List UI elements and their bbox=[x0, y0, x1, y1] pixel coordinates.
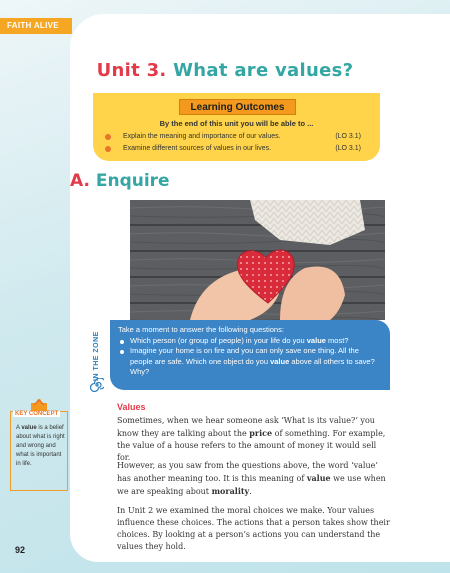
values-paragraph-3: In Unit 2 we examined the moral choices we make. Your values influence these choices. The actions that a person takes show their choices. By looking at a person’s actions you can understand the values they hold. bbox=[117, 506, 390, 551]
values-heading: Values bbox=[117, 402, 146, 412]
learning-outcomes-box bbox=[93, 93, 380, 161]
hands-heart-illustration bbox=[130, 200, 385, 320]
series-tab: FAITH ALIVE bbox=[0, 18, 72, 34]
in-the-zone-question: Which person (or group of people) in your life do you value most? bbox=[118, 336, 382, 347]
key-concept-title: KEY CONCEPT bbox=[15, 411, 59, 417]
learning-outcome-text: Examine different sources of values in our lives. bbox=[123, 145, 272, 152]
key-concept-body: A value is a belief about what is right and wrong and what is important in life. bbox=[16, 425, 65, 467]
unit-title bbox=[0, 60, 450, 81]
in-the-zone-text: IN THE ZONE bbox=[93, 331, 100, 381]
in-the-zone-intro: Take a moment to answer the following questions: bbox=[118, 325, 284, 334]
section-title bbox=[70, 171, 170, 191]
swirl-icon bbox=[90, 378, 104, 392]
bullet-icon bbox=[120, 340, 124, 344]
section-title-text: Enquire bbox=[95, 171, 170, 191]
bullet-icon bbox=[105, 134, 111, 140]
page-number: 92 bbox=[15, 545, 26, 555]
learning-outcome-code: (LO 3.1) bbox=[335, 145, 361, 152]
section-letter: A. bbox=[70, 171, 96, 191]
key-concept-box bbox=[10, 397, 70, 492]
unit-title-text: What are values? bbox=[173, 60, 354, 81]
in-the-zone-label bbox=[89, 330, 107, 390]
values-paragraph-2: However, as you saw from the questions above, the word ‘value’ has another meaning too. It is this meaning of value we use when we are speaking about morality. bbox=[117, 461, 386, 496]
learning-outcomes-intro: By the end of this unit you will be able to ... bbox=[159, 119, 314, 128]
in-the-zone-question: Imagine your home is on fire and you can only save one thing. All the people are safe. Which one object do you value above all others to save? Why? bbox=[118, 346, 382, 378]
hands-heart-photo bbox=[130, 200, 385, 320]
bullet-icon bbox=[120, 350, 124, 354]
values-paragraph-1: Sometimes, when we hear someone ask ‘What is its value?’ you know they are talking about the price of something. For example, the value of a house refers to the amount of money it would sell for. bbox=[117, 416, 386, 462]
learning-outcome-code: (LO 3.1) bbox=[335, 133, 361, 140]
in-the-zone-box bbox=[110, 320, 390, 390]
learning-outcome-text: Explain the meaning and importance of our values. bbox=[123, 133, 281, 140]
bullet-icon bbox=[105, 146, 111, 152]
learning-outcomes-heading: Learning Outcomes bbox=[179, 99, 296, 115]
unit-title-number: Unit 3. bbox=[96, 60, 174, 81]
